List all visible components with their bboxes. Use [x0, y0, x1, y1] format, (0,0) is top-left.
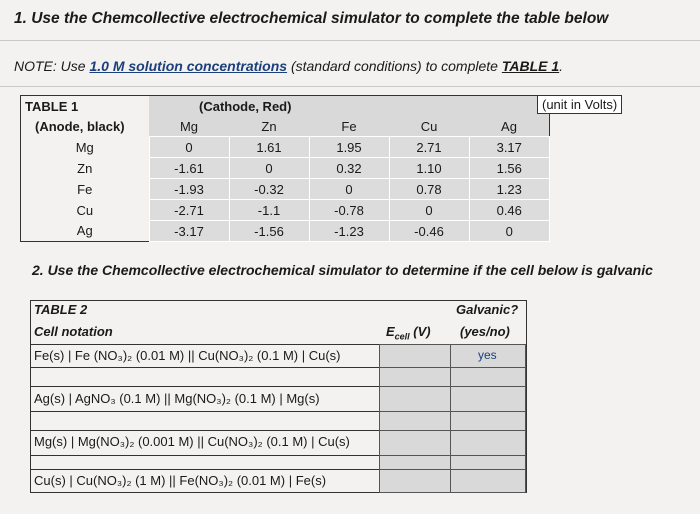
note-end: .	[559, 58, 564, 74]
column-header: Mg	[149, 116, 229, 137]
cathode-label: (Cathode, Red)	[149, 96, 550, 117]
yes-no-header: (yes/no)	[460, 324, 510, 339]
table-cell[interactable]: 0.46	[469, 200, 550, 221]
table-2	[30, 300, 527, 493]
note-prefix: NOTE: Use	[14, 58, 90, 74]
spacer-cell	[379, 367, 451, 387]
divider	[0, 40, 700, 41]
spacer-cell	[450, 411, 526, 431]
question-2-heading: 2. Use the Chemcollective electrochemical simulator to determine if the cell below is galvanic	[32, 262, 653, 278]
table-cell[interactable]: 0	[229, 158, 309, 179]
table-cell[interactable]: 0	[469, 221, 550, 242]
note-concentration: 1.0 M solution concentrations	[89, 58, 288, 74]
galvanic-input[interactable]	[450, 469, 526, 493]
table-cell[interactable]: 0	[149, 137, 229, 158]
ecell-subscript: cell	[394, 331, 410, 342]
galvanic-answer: yes	[478, 348, 497, 362]
table-cell[interactable]: -1.56	[229, 221, 309, 242]
column-header: Fe	[309, 116, 389, 137]
table-cell[interactable]: -1.61	[149, 158, 229, 179]
table-1-title: TABLE 1	[25, 98, 79, 114]
table-1	[20, 95, 550, 242]
ecell-input[interactable]	[379, 430, 451, 456]
table-cell[interactable]: 1.23	[469, 179, 550, 200]
spacer-cell	[450, 367, 526, 387]
table-2-title: TABLE 2	[34, 302, 88, 317]
table-cell[interactable]: -2.71	[149, 200, 229, 221]
spacer-cell	[379, 455, 451, 470]
row-metal: Zn	[77, 160, 93, 176]
column-header: Zn	[229, 116, 309, 137]
table-cell[interactable]: 3.17	[469, 137, 550, 158]
ecell-input[interactable]	[379, 386, 451, 412]
table-cell[interactable]: -3.17	[149, 221, 229, 242]
table-cell[interactable]: -1.23	[309, 221, 389, 242]
table-cell[interactable]: 1.95	[309, 137, 389, 158]
table-cell[interactable]: -0.46	[389, 221, 469, 242]
galvanic-input[interactable]	[450, 430, 526, 456]
table-cell[interactable]: 1.61	[229, 137, 309, 158]
table-cell[interactable]: 0	[309, 179, 389, 200]
table-cell[interactable]: 0.78	[389, 179, 469, 200]
ecell-input[interactable]	[379, 469, 451, 493]
table-cell[interactable]: -1.1	[229, 200, 309, 221]
row-metal: Ag	[76, 223, 93, 239]
note-text	[14, 58, 563, 74]
cell-notation: Ag(s) | AgNO₃ (0.1 M) || Mg(NO₃)₂ (0.1 M) | Mg(s)	[34, 391, 320, 406]
table-cell[interactable]: -1.93	[149, 179, 229, 200]
column-header: Cu	[389, 116, 469, 137]
table-cell[interactable]: -0.32	[229, 179, 309, 200]
note-mid: (standard conditions) to complete	[287, 58, 502, 74]
note-table-ref: TABLE 1	[501, 58, 560, 74]
table-row	[21, 179, 550, 200]
ecell-header	[386, 324, 431, 342]
table-row	[21, 158, 550, 179]
table-row	[21, 137, 550, 158]
anode-label: (Anode, black)	[35, 118, 125, 134]
table-cell[interactable]: 2.71	[389, 137, 469, 158]
row-metal: Cu	[76, 202, 94, 218]
row-metal: Mg	[75, 139, 94, 155]
table-cell[interactable]: 0	[389, 200, 469, 221]
table-row	[21, 221, 550, 242]
column-header: Ag	[469, 116, 550, 137]
cell-notation: Cu(s) | Cu(NO₃)₂ (1 M) || Fe(NO₃)₂ (0.01 M) | Fe(s)	[34, 473, 327, 488]
divider	[0, 86, 700, 87]
table-cell[interactable]: 0.32	[309, 158, 389, 179]
table-cell[interactable]: 1.10	[389, 158, 469, 179]
question-1-heading: 1. Use the Chemcollective electrochemical simulator to complete the table below	[14, 10, 609, 27]
cell-notation-header: Cell notation	[34, 324, 113, 339]
cell-notation: Fe(s) | Fe (NO₃)₂ (0.01 M) || Cu(NO₃)₂ (0.1 M) | Cu(s)	[34, 348, 341, 363]
ecell-unit: (V)	[409, 324, 431, 339]
ecell-input[interactable]	[379, 344, 451, 368]
cell-notation: Mg(s) | Mg(NO₃)₂ (0.001 M) || Cu(NO₃)₂ (0.1 M) | Cu(s)	[34, 434, 350, 449]
table-row	[21, 200, 550, 221]
unit-label: (unit in Volts)	[537, 95, 622, 114]
ecell-symbol: E	[386, 324, 395, 339]
galvanic-input[interactable]	[450, 386, 526, 412]
table-cell[interactable]: -0.78	[309, 200, 389, 221]
row-metal: Fe	[77, 181, 93, 197]
galvanic-header: Galvanic?	[456, 302, 519, 317]
spacer-cell	[379, 411, 451, 431]
spacer-cell	[450, 455, 526, 470]
table-cell[interactable]: 1.56	[469, 158, 550, 179]
